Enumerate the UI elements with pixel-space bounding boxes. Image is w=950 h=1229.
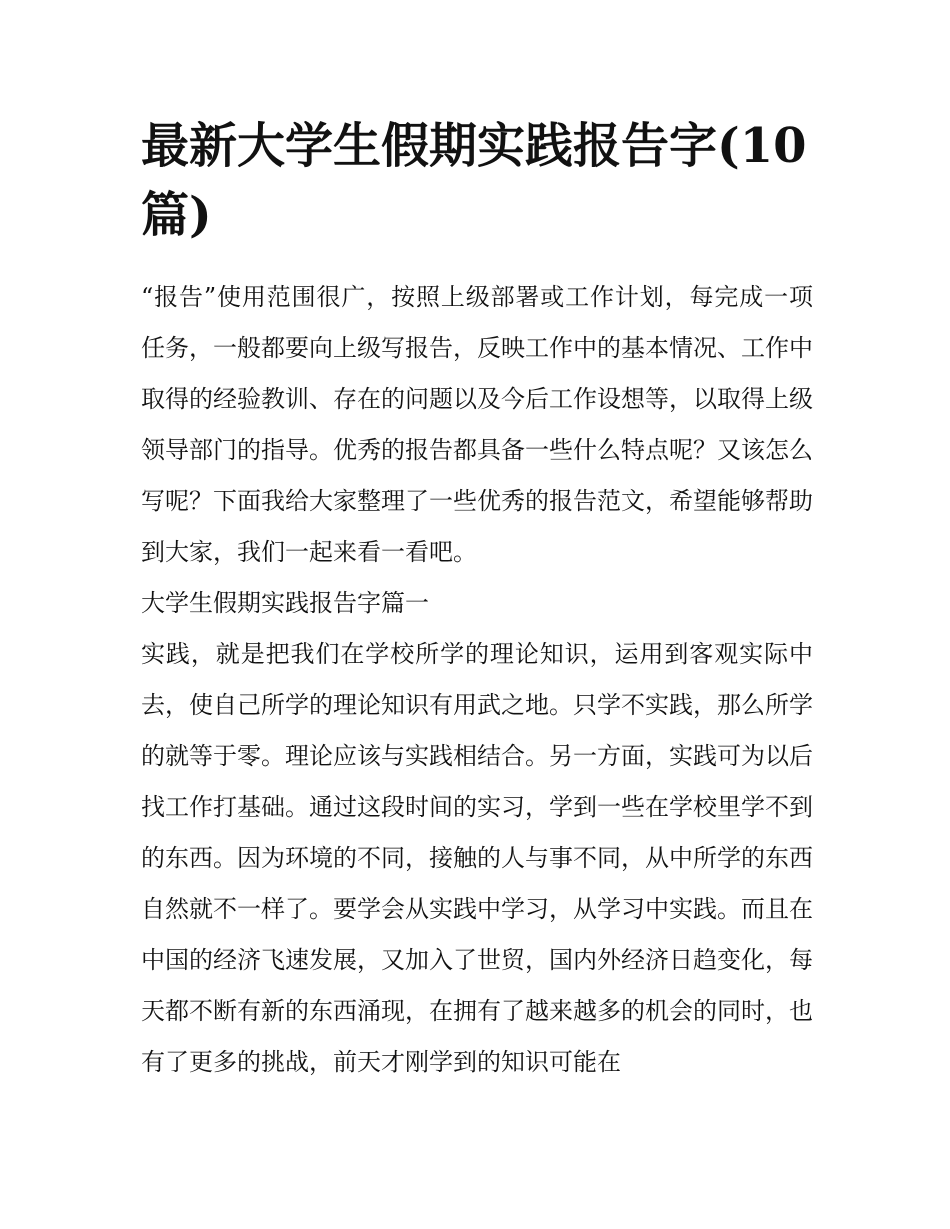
section-paragraph: 实践，就是把我们在学校所学的理论知识，运用到客观实际中去，使自己所学的理论知识有用武之地。只学不实践，那么所学的就等于零。理论应该与实践相结合。另一方面，实践可为以后找工作打基础。通过这段时间的实习，学到一些在学校里学不到的东西。因为环境的不同，接触的人与事不同，从中所学的东西自然就不一样了。要学会从实践中学习，从学习中实践。而且在中国的经济飞速发展，又加入了世贸，国内外经济日趋变化，每天都不断有新的东西涌现，在拥有了越来越多的机会的同时，也有了更多的挑战，前天才刚学到的知识可能在 bbox=[141, 640, 813, 1076]
document-page bbox=[141, 112, 813, 1088]
intro-paragraph: “报告”使用范围很广，按照上级部署或工作计划，每完成一项任务，一般都要向上级写报告，反映工作中的基本情况、工作中取得的经验教训、存在的问题以及今后工作设想等，以取得上级领导部门的指导。优秀的报告都具备一些什么特点呢？又该怎么写呢？下面我给大家整理了一些优秀的报告范文，希望能够帮助到大家，我们一起来看一看吧。 bbox=[141, 283, 813, 566]
document-title: 最新大学生假期实践报告字(10篇) bbox=[141, 118, 807, 243]
section-heading: 大学生假期实践报告字篇一 bbox=[141, 589, 429, 617]
document-body bbox=[141, 272, 813, 1088]
